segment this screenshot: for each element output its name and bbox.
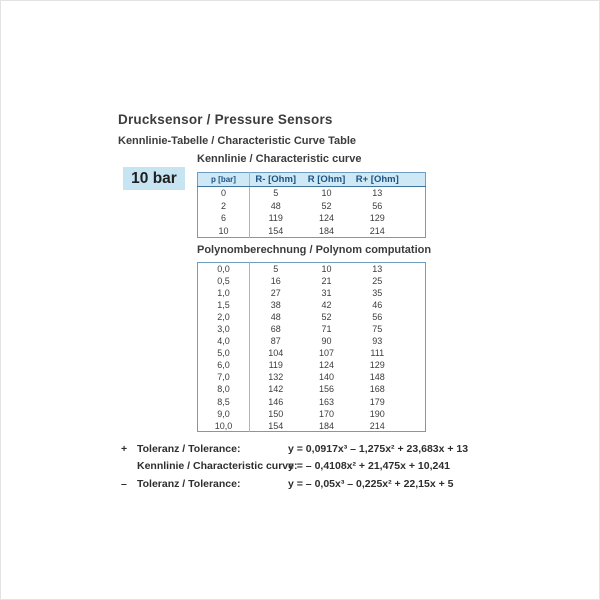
- formula-row: [121, 475, 468, 493]
- cell-r-minus: 38: [270, 299, 281, 310]
- page-title: Drucksensor / Pressure Sensors: [118, 112, 333, 127]
- polynom-table-row: [198, 359, 426, 371]
- column-header-pressure: p [bar]: [198, 173, 250, 187]
- cell-r: 124: [318, 213, 335, 224]
- cell-pressure: 1,0: [198, 287, 250, 299]
- cell-r-plus: 148: [369, 372, 385, 383]
- polynom-table-row: [198, 263, 426, 275]
- polynom-table-row: [198, 311, 426, 323]
- curve-table-title: Kennlinie / Characteristic curve: [197, 153, 362, 165]
- cell-r: 163: [318, 396, 335, 407]
- cell-r: 71: [321, 324, 332, 335]
- cell-pressure: 0,5: [198, 275, 250, 287]
- cell-r: 184: [318, 226, 335, 237]
- formula-row: [121, 440, 468, 458]
- formula-label: Toleranz / Tolerance:: [137, 442, 241, 455]
- cell-r-plus: 214: [369, 226, 385, 237]
- cell-pressure: 0,0: [198, 263, 250, 275]
- cell-r-minus: 150: [268, 408, 284, 419]
- curve-table-header-row: [198, 173, 426, 187]
- cell-r-minus: 119: [268, 360, 283, 371]
- cell-r-plus: 46: [372, 299, 383, 310]
- polynom-table-row: [198, 371, 426, 383]
- cell-r-minus: 119: [268, 213, 283, 224]
- cell-r-minus: 142: [268, 384, 284, 395]
- polynom-table-row: [198, 275, 426, 287]
- formula-sign: –: [121, 477, 127, 490]
- cell-pressure: 1,5: [198, 299, 250, 311]
- curve-table-row: [198, 225, 426, 238]
- column-header-r: R [Ohm]: [302, 173, 352, 187]
- curve-table-row: [198, 199, 426, 212]
- cell-r-minus: 5: [273, 263, 279, 274]
- cell-r-plus: 214: [369, 420, 385, 431]
- cell-pressure: 8,5: [198, 396, 250, 408]
- cell-r: 107: [318, 348, 335, 359]
- cell-pressure: 8,0: [198, 383, 250, 395]
- cell-r: 184: [318, 420, 335, 431]
- polynom-table-row: [198, 396, 426, 408]
- cell-pressure: 7,0: [198, 371, 250, 383]
- cell-r-plus: 56: [372, 311, 383, 322]
- cell-pressure: 0: [198, 187, 250, 200]
- formula-equation: y = 0,0917x³ – 1,275x² + 23,683x + 13: [288, 442, 469, 455]
- formula-equation: y = – 0,05x³ – 0,225x² + 22,15x + 5: [288, 477, 454, 490]
- pressure-range-badge: 10 bar: [123, 167, 185, 190]
- cell-r-minus: 68: [270, 324, 281, 335]
- cell-r-minus: 154: [268, 420, 284, 431]
- polynom-table-row: [198, 299, 426, 311]
- cell-r: 52: [321, 200, 332, 211]
- cell-pressure: 6,0: [198, 359, 250, 371]
- cell-r: 10: [321, 188, 332, 199]
- cell-pressure: 2,0: [198, 311, 250, 323]
- cell-r: 156: [318, 384, 335, 395]
- cell-r: 170: [318, 408, 335, 419]
- cell-r-minus: 146: [268, 396, 284, 407]
- cell-pressure: 5,0: [198, 347, 250, 359]
- cell-r-plus: 56: [372, 200, 383, 211]
- polynom-table-row: [198, 347, 426, 359]
- polynom-table-row: [198, 335, 426, 347]
- polynom-table-row: [198, 420, 426, 432]
- cell-pressure: 2: [198, 199, 250, 212]
- cell-r: 124: [318, 360, 335, 371]
- cell-r-minus: 48: [270, 200, 281, 211]
- cell-r-plus: 190: [369, 408, 385, 419]
- cell-r-plus: 168: [369, 384, 385, 395]
- polynom-table-title: Polynomberechnung / Polynom computation: [197, 244, 432, 256]
- cell-r: 42: [321, 299, 332, 310]
- cell-r-plus: 129: [369, 213, 385, 224]
- polynom-table-row: [198, 408, 426, 420]
- formula-sign: +: [121, 442, 128, 455]
- cell-r-plus: 111: [370, 348, 385, 359]
- cell-r-plus: 13: [372, 188, 383, 199]
- cell-r-minus: 132: [268, 372, 284, 383]
- cell-r-minus: 48: [270, 311, 281, 322]
- formula-label: Toleranz / Tolerance:: [137, 477, 241, 490]
- polynom-computation-table: [197, 262, 426, 432]
- cell-r-plus: 93: [372, 336, 383, 347]
- cell-r: 31: [321, 287, 332, 298]
- cell-r: 52: [321, 311, 332, 322]
- cell-r-minus: 104: [268, 348, 284, 359]
- cell-r: 90: [321, 336, 332, 347]
- cell-r: 140: [318, 372, 335, 383]
- formula-equation: y = – 0,4108x² + 21,475x + 10,241: [288, 460, 451, 473]
- polynom-table-row: [198, 287, 426, 299]
- cell-r: 21: [321, 275, 332, 286]
- cell-pressure: 3,0: [198, 323, 250, 335]
- cell-pressure: 10,0: [198, 420, 250, 432]
- formula-list: [121, 440, 468, 493]
- column-header-r-minus: R- [Ohm]: [250, 173, 302, 187]
- cell-r-plus: 13: [372, 263, 383, 274]
- cell-r-plus: 75: [372, 324, 383, 335]
- cell-r-minus: 16: [270, 275, 281, 286]
- polynom-table-row: [198, 323, 426, 335]
- cell-r-plus: 35: [372, 287, 383, 298]
- polynom-table-row: [198, 383, 426, 395]
- cell-r: 10: [321, 263, 332, 274]
- cell-r-plus: 129: [369, 360, 385, 371]
- characteristic-curve-table: [197, 172, 426, 238]
- cell-r-plus: 179: [369, 396, 385, 407]
- cell-r-minus: 27: [270, 287, 281, 298]
- cell-r-minus: 87: [270, 336, 281, 347]
- formula-row: [121, 458, 468, 476]
- cell-r-minus: 154: [268, 226, 284, 237]
- curve-table-row: [198, 187, 426, 200]
- cell-pressure: 10: [198, 225, 250, 238]
- cell-r-minus: 5: [273, 188, 279, 199]
- cell-pressure: 4,0: [198, 335, 250, 347]
- curve-table-row: [198, 212, 426, 225]
- cell-r-plus: 25: [372, 275, 383, 286]
- cell-pressure: 9,0: [198, 408, 250, 420]
- cell-pressure: 6: [198, 212, 250, 225]
- column-header-r-plus: R+ [Ohm]: [352, 173, 426, 187]
- page-subtitle: Kennlinie-Tabelle / Characteristic Curve Table: [118, 135, 356, 147]
- formula-label: Kennlinie / Characteristic curve:: [137, 460, 298, 473]
